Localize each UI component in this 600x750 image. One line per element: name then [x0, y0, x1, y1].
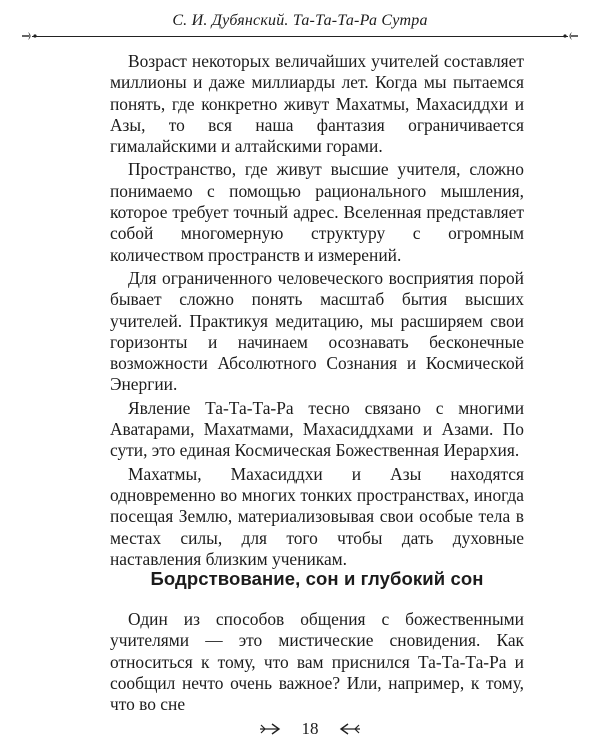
paragraph: Возраст некоторых величайших учителей составляет миллионы и даже миллиарды лет. Когда мы пытаемся понять, где конкретно живут Махатмы, Махасиддхи и Азы, то вся наша фантазия ограничивается гималайскими и алтайскими горами. [110, 51, 524, 157]
running-title: С. И. Дубянский. Та-Та-Та-Ра Сутра [172, 12, 428, 29]
paragraph: Для ограниченного человеческого восприятия порой бывает сложно понять масштаб бытия высших учителей. Практикуя медитацию, мы расширяем свои горизонты и начинаем осознавать бесконечные возможности Абсолютного Сознания и Космической Энергии. [110, 267, 524, 395]
header-divider [32, 36, 568, 37]
section-heading: Бодрствование, сон и глубокий сон [150, 568, 484, 589]
paragraph: Явление Та-Та-Та-Ра тесно связано с многими Аватарами, Махатмами, Махасиддхами и Азами. По сути, это единая Космическая Божественная Иерархия. [110, 397, 524, 461]
section-text [110, 609, 524, 715]
right-ornament-icon [560, 28, 580, 44]
paragraph: Пространство, где живут высшие учителя, сложно понимаемо с помощью рационального мышления, которое требует точный адрес. Вселенная представляет собой многомерную структуру с огромным количеством пространств и измерений. [110, 159, 524, 265]
main-text [110, 51, 524, 572]
right-arrow-ornament-icon [336, 721, 362, 737]
running-header [20, 6, 580, 36]
paragraph: Один из способов общения с божественными учителями — это мистические сновидения. Как относиться к тому, что вам приснился Та-Та-Та-Ра и сообщил нечто очень важное? Или, например, к тому, что во сне [110, 609, 524, 715]
page-footer [200, 714, 420, 744]
paragraph: Махатмы, Махасиддхи и Азы находятся одновременно во многих тонких пространствах, иногда посещая Землю, материализовывая свои особые тела в местах силы, для того чтобы дать духовные наставления близким ученикам. [110, 463, 524, 569]
page-number: 18 [301, 719, 319, 738]
